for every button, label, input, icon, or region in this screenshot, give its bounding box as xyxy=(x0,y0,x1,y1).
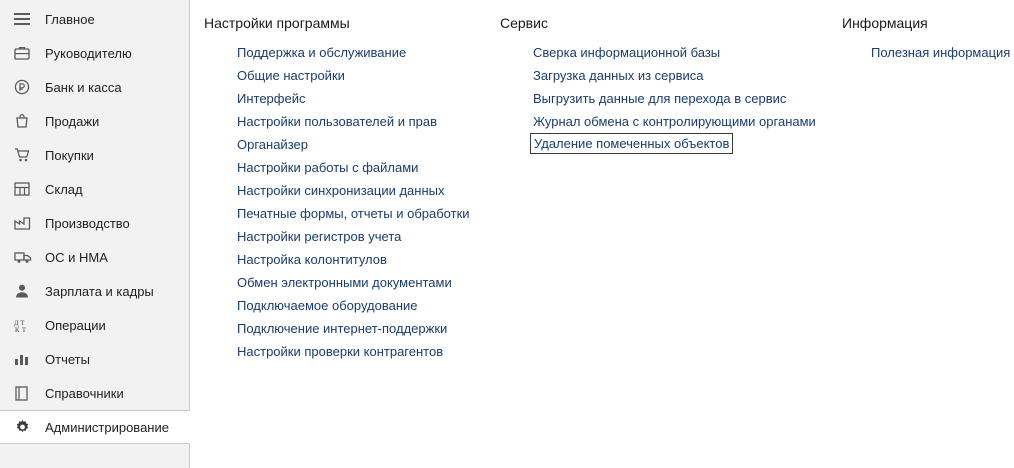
link-nastroyki-registrov-ucheta[interactable]: Настройки регистров учета xyxy=(237,229,402,244)
link-vygruzit-dannye-dlya-perehoda-v-servis[interactable]: Выгрузить данные для перехода в сервис xyxy=(533,91,787,106)
sidebar-item-rukovoditelyu[interactable] xyxy=(0,36,189,70)
sidebar-item-label: Главное xyxy=(45,11,95,27)
book-icon xyxy=(14,383,36,403)
link-interfeys[interactable]: Интерфейс xyxy=(237,91,306,106)
formula-icon xyxy=(14,315,36,335)
sidebar-item-label: ОС и НМА xyxy=(45,249,108,265)
briefcase-icon xyxy=(14,43,36,63)
sidebar-item-label: Производство xyxy=(45,215,130,231)
menu-icon xyxy=(14,9,36,29)
sidebar-item-spravochniki[interactable] xyxy=(0,376,189,410)
sidebar-item-prodazhi[interactable] xyxy=(0,104,189,138)
sidebar-item-administrirovanie[interactable] xyxy=(0,410,190,444)
column-title: Сервис xyxy=(500,15,548,31)
link-podderzhka-i-obsluzhivanie[interactable]: Поддержка и обслуживание xyxy=(237,45,407,60)
sidebar-item-label: Зарплата и кадры xyxy=(45,283,154,299)
ruble-icon xyxy=(14,77,36,97)
link-podklyuchaemoe-oborudovanie[interactable]: Подключаемое оборудование xyxy=(237,298,418,313)
sidebar-item-label: Продажи xyxy=(45,113,100,129)
link-obmen-elektronnymi-dokumentami[interactable]: Обмен электронными документами xyxy=(237,275,452,290)
cart-icon xyxy=(14,145,36,165)
sidebar-item-label: Администрирование xyxy=(45,419,169,435)
link-pechatnye-formy-otchety-i-obrabotki[interactable]: Печатные формы, отчеты и обработки xyxy=(237,206,470,221)
column-title: Настройки программы xyxy=(204,15,350,31)
sidebar-item-label: Операции xyxy=(45,317,106,333)
link-list xyxy=(842,41,1014,64)
sidebar-item-operacii[interactable] xyxy=(0,308,189,342)
svg-text:т: т xyxy=(22,324,26,333)
main-content xyxy=(190,0,1014,468)
link-zagruzka-dannyh-iz-servisa[interactable]: Загрузка данных из сервиса xyxy=(533,68,704,83)
link-podklyuchenie-internet-podderzhki[interactable]: Подключение интернет-поддержки xyxy=(237,321,448,336)
link-nastroyki-raboty-s-faylami[interactable]: Настройки работы с файлами xyxy=(237,160,419,175)
bag-icon xyxy=(14,111,36,131)
sidebar-item-label: Склад xyxy=(45,181,83,197)
svg-text:т: т xyxy=(20,317,25,327)
factory-icon xyxy=(14,213,36,233)
link-list xyxy=(204,41,504,363)
link-poleznaya-informaciya[interactable]: Полезная информация xyxy=(871,45,1011,60)
link-nastroyki-proverki-kontragentov[interactable]: Настройки проверки контрагентов xyxy=(237,344,444,359)
sidebar-item-label: Отчеты xyxy=(45,351,90,367)
sidebar-item-zarplata-i-kadry[interactable] xyxy=(0,274,189,308)
link-udalenie-pomechennyh-obektov[interactable]: Удаление помеченных объектов xyxy=(530,133,733,154)
link-nastroyki-polzovateley-i-prav[interactable]: Настройки пользователей и прав xyxy=(237,114,438,129)
column-service xyxy=(500,14,840,154)
sidebar-item-glavnoe[interactable] xyxy=(0,2,189,36)
sidebar-item-sklad[interactable] xyxy=(0,172,189,206)
link-nastroyka-kolontitulov[interactable]: Настройка колонтитулов xyxy=(237,252,387,267)
sidebar-item-proizvodstvo[interactable] xyxy=(0,206,189,240)
link-organayzer[interactable]: Органайзер xyxy=(237,137,308,152)
grid-icon xyxy=(14,179,36,199)
link-list xyxy=(500,41,840,154)
column-title: Информация xyxy=(842,15,928,31)
sidebar-item-os-i-nma[interactable] xyxy=(0,240,189,274)
sidebar-item-otchety[interactable] xyxy=(0,342,189,376)
link-obshchie-nastroyki[interactable]: Общие настройки xyxy=(237,68,345,83)
person-icon xyxy=(14,281,36,301)
bar-chart-icon xyxy=(14,349,36,369)
sidebar-item-pokupki[interactable] xyxy=(0,138,189,172)
svg-text:к: к xyxy=(15,324,20,333)
sidebar-item-label: Руководителю xyxy=(45,45,132,61)
gear-icon xyxy=(14,417,36,437)
sidebar-item-bank-i-kassa[interactable] xyxy=(0,70,189,104)
sidebar-item-label: Банк и касса xyxy=(45,79,122,95)
sidebar-item-label: Справочники xyxy=(45,385,124,401)
sidebar-item-label: Покупки xyxy=(45,147,94,163)
link-sverka-informacionnoy-bazy[interactable]: Сверка информационной базы xyxy=(533,45,721,60)
svg-text:д: д xyxy=(14,317,19,327)
sidebar xyxy=(0,0,190,468)
link-nastroyki-sinhronizacii-dannyh[interactable]: Настройки синхронизации данных xyxy=(237,183,445,198)
column-information xyxy=(842,14,1014,64)
truck-icon xyxy=(14,247,36,267)
link-zhurnal-obmena-s-kontroliruyushchimi-organami[interactable]: Журнал обмена с контролирующими органами xyxy=(533,114,816,129)
column-program-settings xyxy=(204,14,504,363)
